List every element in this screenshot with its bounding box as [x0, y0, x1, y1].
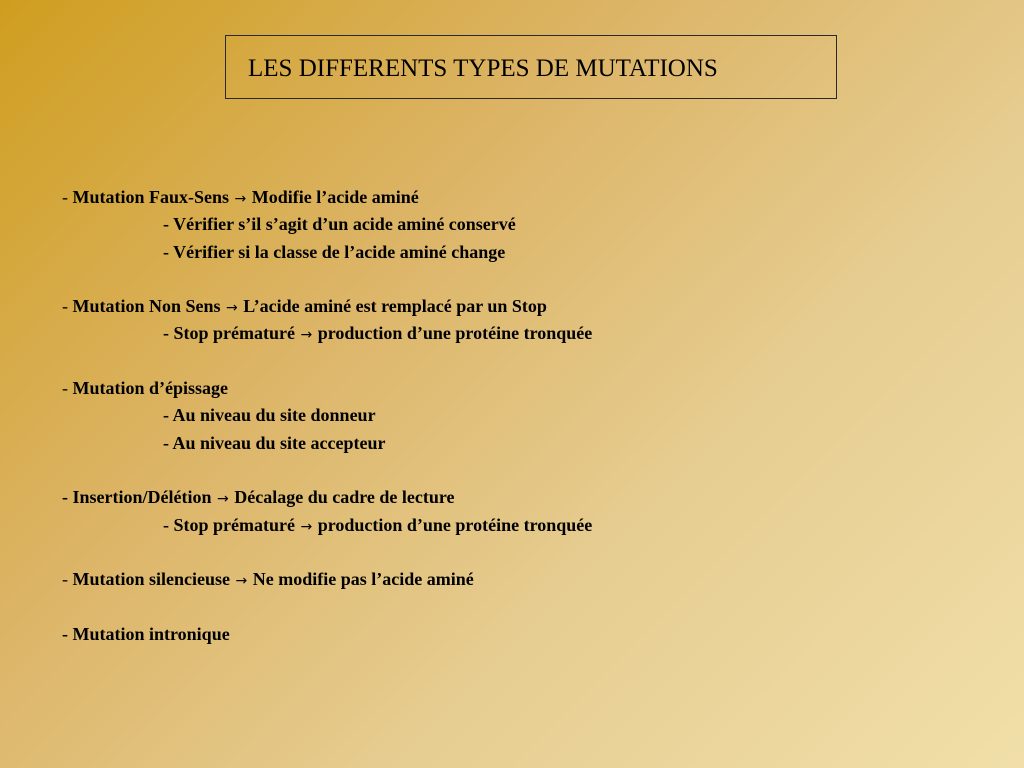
sub-item: - Vérifier si la classe de l’acide aminé change — [163, 241, 506, 262]
list-item-faux-sens — [62, 184, 592, 211]
right-arrow-icon: → — [300, 518, 313, 535]
item-name: Mutation Non Sens — [72, 296, 221, 317]
list-item-silencieuse — [62, 566, 592, 593]
right-arrow-icon: → — [217, 491, 229, 508]
item-name: Insertion/Délétion — [72, 487, 212, 508]
item-name: Mutation silencieuse — [72, 569, 230, 590]
list-item-epissage — [62, 375, 592, 402]
sub-item-pre: - Stop prématuré — [163, 514, 295, 535]
sub-item: - Au niveau du site accepteur — [163, 432, 386, 453]
right-arrow-icon: → — [226, 300, 238, 317]
list-item-non-sens — [62, 293, 592, 320]
bullet-dash: - — [62, 487, 73, 508]
sub-item: - Vérifier s’il s’agit d’un acide aminé conservé — [163, 214, 516, 235]
bullet-dash: - — [62, 569, 73, 590]
list-item-insertion-deletion — [62, 484, 592, 511]
item-result: Ne modifie pas l’acide aminé — [252, 569, 474, 590]
bullet-dash: - — [62, 296, 73, 317]
item-result: Décalage du cadre de lecture — [234, 487, 455, 508]
title-box — [225, 35, 837, 99]
mutation-list — [62, 184, 592, 648]
slide-title: LES DIFFERENTS TYPES DE MUTATIONS — [248, 55, 718, 82]
sub-item-post: production d’une protéine tronquée — [317, 514, 593, 535]
item-name: Mutation d’épissage — [72, 378, 229, 399]
right-arrow-icon: → — [300, 327, 313, 344]
bullet-dash: - — [62, 623, 73, 644]
item-result: L’acide aminé est remplacé par un Stop — [243, 296, 547, 317]
sub-item — [62, 320, 592, 347]
sub-item-post: production d’une protéine tronquée — [317, 323, 593, 344]
sub-item — [62, 512, 592, 539]
bullet-dash: - — [62, 187, 73, 207]
item-result: Modifie l’acide aminé — [251, 187, 419, 207]
right-arrow-icon: → — [235, 573, 248, 590]
right-arrow-icon: → — [234, 191, 247, 207]
list-item-intronique — [62, 621, 592, 648]
item-name: Mutation Faux-Sens — [72, 187, 230, 207]
item-name: Mutation intronique — [72, 623, 230, 644]
sub-item: - Au niveau du site donneur — [163, 405, 376, 426]
bullet-dash: - — [62, 378, 73, 399]
sub-item-pre: - Stop prématuré — [163, 323, 295, 344]
